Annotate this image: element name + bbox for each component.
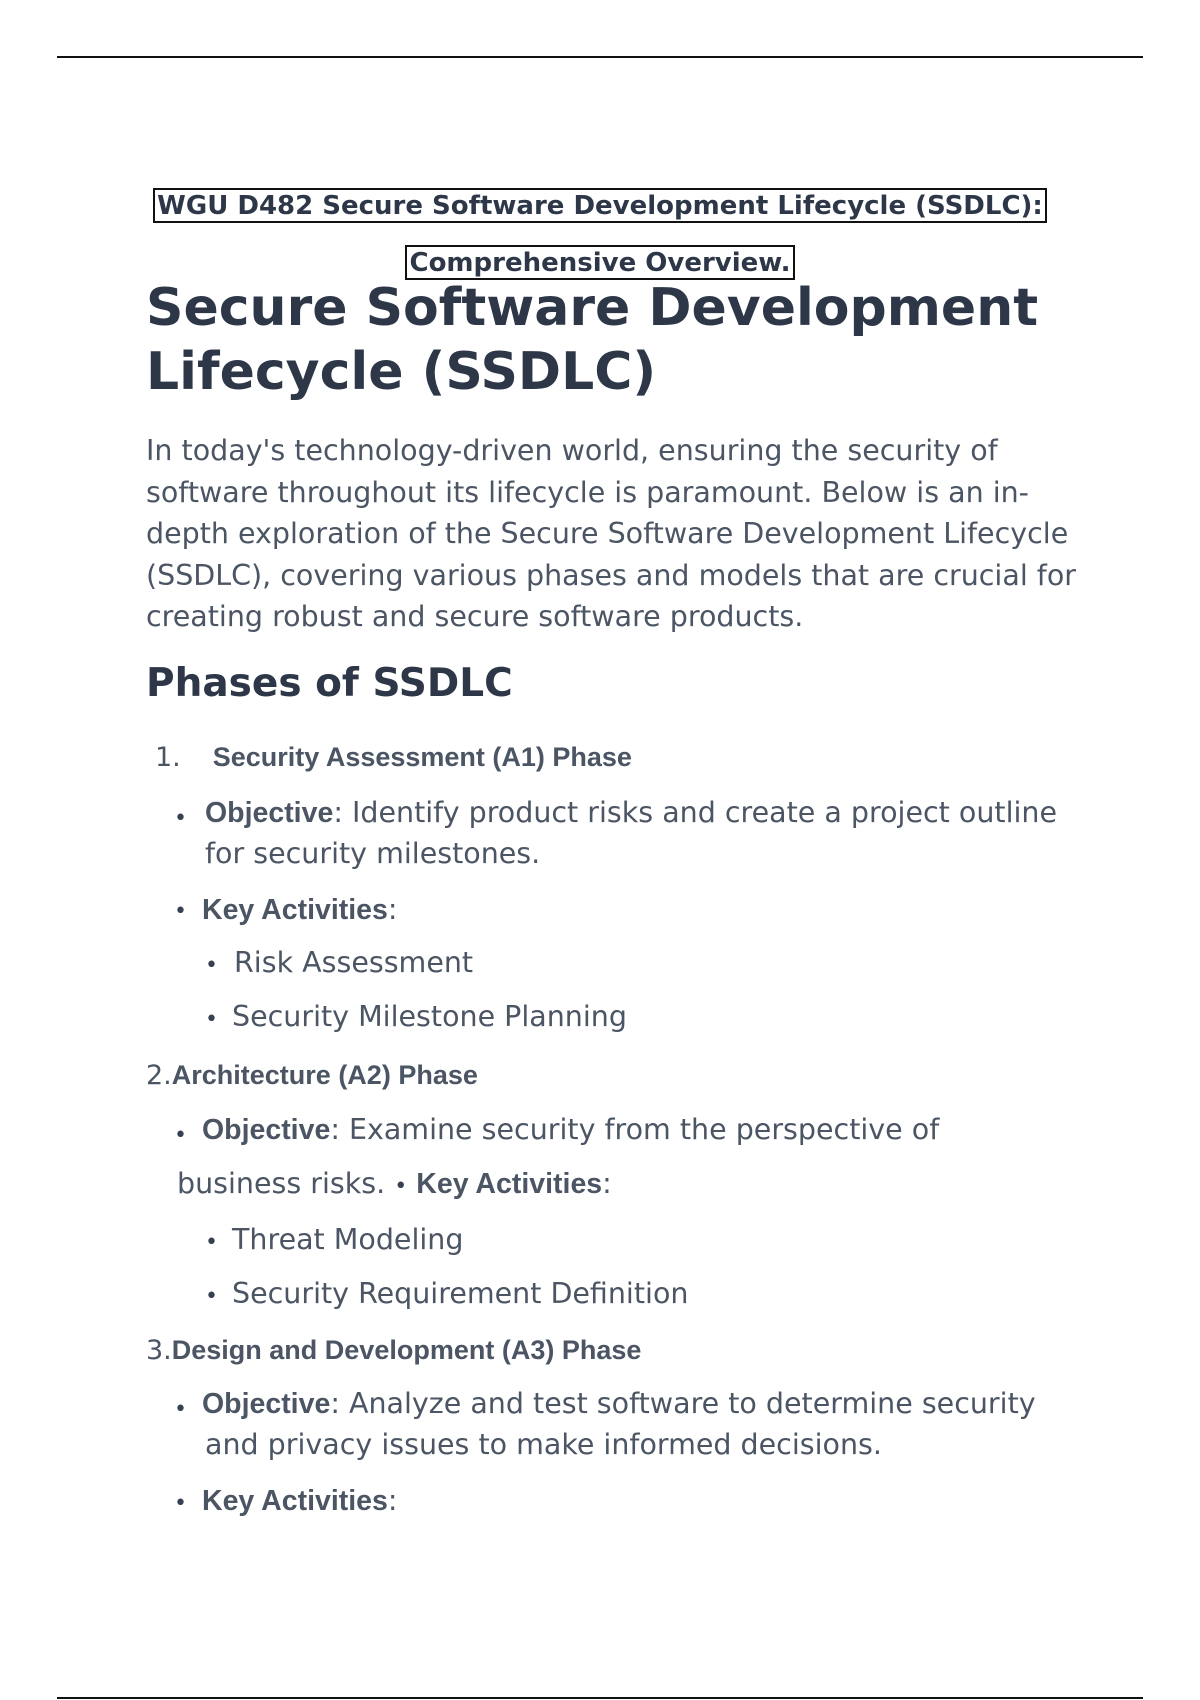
phase-2-objective xyxy=(202,1109,1102,1151)
phase-2-title-text: Architecture (A2) Phase xyxy=(171,1060,478,1090)
list-item: Risk Assessment xyxy=(234,946,474,979)
bullet-icon: • xyxy=(174,806,187,831)
list-item: Security Milestone Planning xyxy=(232,1000,627,1033)
phase-3-key-activities: Key Activities: xyxy=(202,1484,398,1517)
objective-text: : Examine security from the perspective of xyxy=(330,1113,940,1146)
phase-3-title-text: Design and Development (A3) Phase xyxy=(171,1335,642,1365)
phases-heading: Phases of SSDLC xyxy=(146,661,513,706)
main-heading: Secure Software Development Lifecycle (SSDLC) xyxy=(146,278,1039,402)
bullet-icon: • xyxy=(205,1284,218,1309)
bullet-icon: • xyxy=(394,1174,408,1199)
key-activities-label: Key Activities xyxy=(416,1168,603,1200)
objective-label: Objective xyxy=(205,797,334,829)
phase-1-title-text: Security Assessment (A1) Phase xyxy=(212,742,632,772)
bullet-icon: • xyxy=(205,1230,218,1255)
phase-1-title xyxy=(155,740,632,775)
top-rule xyxy=(57,56,1143,58)
phase-3-title xyxy=(146,1333,641,1368)
phase-1-key-activities: Key Activities: xyxy=(202,893,398,926)
bottom-rule xyxy=(57,1697,1143,1699)
phase-1-number: 1. xyxy=(155,742,181,773)
phase-2-objective-continued: business risks. • Key Activities: xyxy=(177,1167,612,1200)
phase-3-objective-continued: and privacy issues to make informed decisions. xyxy=(205,1428,882,1461)
phase-2-number: 2. xyxy=(146,1060,172,1091)
bullet-icon: • xyxy=(174,1491,187,1516)
phase-3-number: 3. xyxy=(146,1335,172,1366)
key-activities-label: Key Activities xyxy=(202,1485,388,1517)
objective-text: : Identify product risks and create a project outline xyxy=(333,796,1058,829)
bullet-icon: • xyxy=(205,953,218,978)
intro-paragraph: In today's technology-driven world, ensuring the security of software throughout its lifecycle is paramount. Below is an in-depth exploration of the Secure Software Development Lifecycle (SSDLC), covering various phases and models that are crucial for creating robust and secure software products. xyxy=(146,434,1076,633)
objective-label: Objective xyxy=(202,1388,331,1420)
phase-2-title xyxy=(146,1058,478,1093)
document-title-line-2: Comprehensive Overview. xyxy=(0,245,1200,280)
bullet-icon: • xyxy=(174,1123,187,1148)
document-title-line-1: WGU D482 Secure Software Development Lifecycle (SSDLC): xyxy=(0,188,1200,223)
list-item: Threat Modeling xyxy=(232,1223,464,1256)
phase-1-objective-continued: for security milestones. xyxy=(205,837,541,870)
bullet-icon: • xyxy=(174,899,187,924)
objective-label: Objective xyxy=(202,1114,331,1146)
phase-1-objective xyxy=(205,792,1105,834)
bullet-icon: • xyxy=(205,1007,218,1032)
list-item: Security Requirement Definition xyxy=(232,1277,689,1310)
phase-3-objective xyxy=(202,1383,1102,1425)
objective-text: : Analyze and test software to determine security xyxy=(330,1387,1036,1420)
key-activities-label: Key Activities xyxy=(202,894,388,926)
bullet-icon: • xyxy=(174,1397,187,1422)
